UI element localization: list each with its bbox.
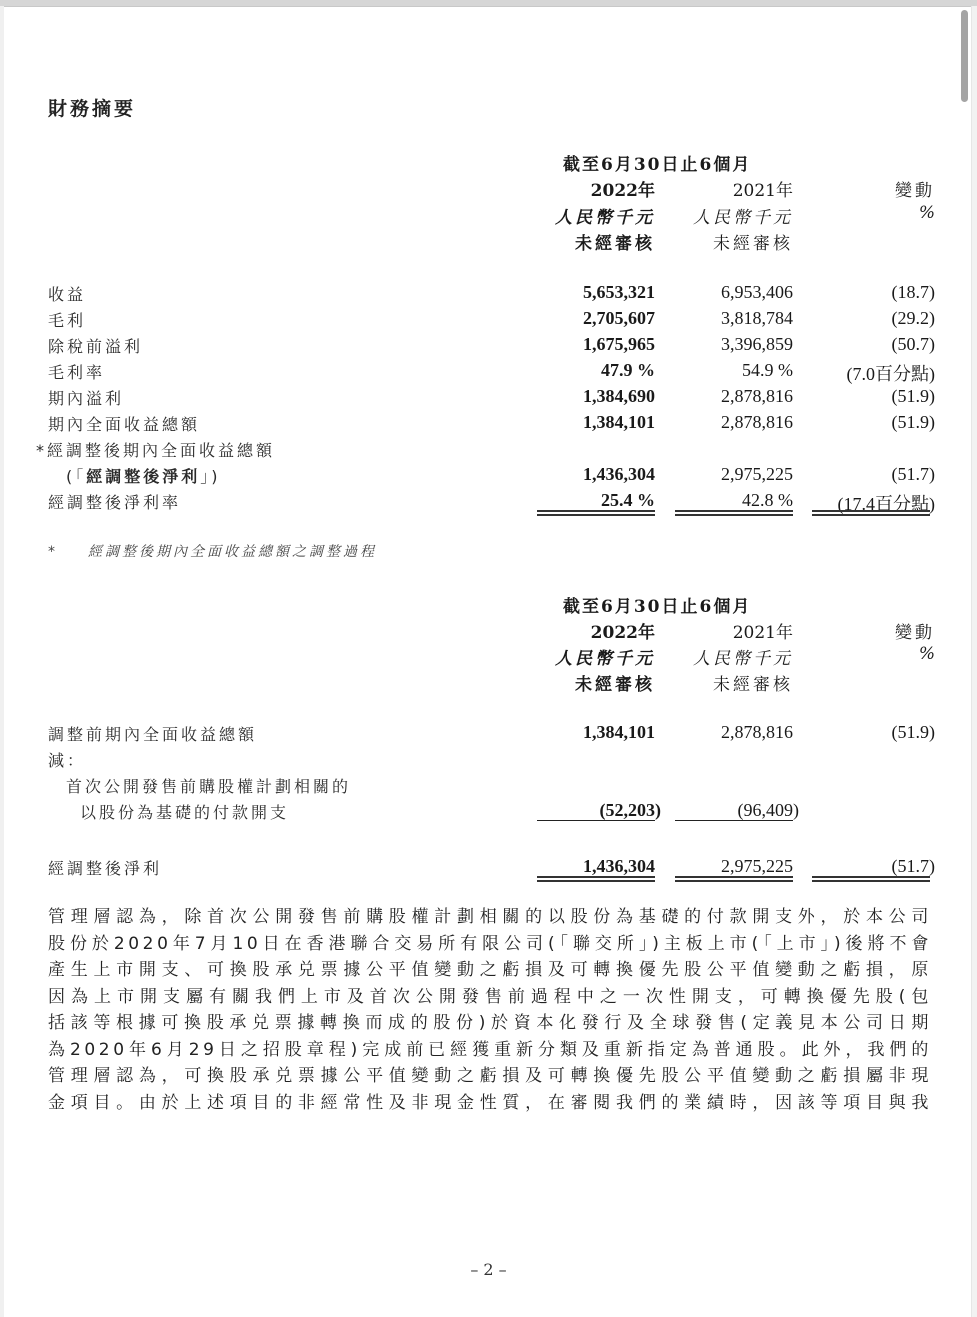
row-label-close-quote: 」) xyxy=(200,467,221,486)
footnote-text: 經調整後期內全面收益總額之調整過程 xyxy=(88,544,377,560)
value-2021: 6,953,406 xyxy=(721,282,793,302)
col-2021-unit: 人民幣千元 xyxy=(693,208,793,228)
col-2022-unit: 人民幣千元 xyxy=(555,649,655,669)
value-2021: 3,396,859 xyxy=(721,334,793,354)
single-underline xyxy=(675,820,793,821)
row-label: 收益 xyxy=(48,285,87,304)
col-2021-audit: 未經審核 xyxy=(713,675,793,695)
table-row xyxy=(0,722,977,748)
value-2021: 42.8 % xyxy=(742,490,793,510)
paragraph-line: 管理層認為，除首次公開發售前購股權計劃相關的以股份為基礎的付款開支外，於本公司 xyxy=(48,907,932,927)
value-2022: 47.9 % xyxy=(601,360,655,380)
row-label: 期內全面收益總額 xyxy=(48,415,201,434)
value-change: (51.9) xyxy=(891,412,935,432)
window-left-edge xyxy=(0,6,4,1317)
window-top-border xyxy=(0,0,977,7)
value-change: (51.7) xyxy=(891,856,935,876)
value-2022: 1,436,304 xyxy=(583,856,655,876)
paragraph-line: 管理層認為，可換股承兑票據公平值變動之虧損及可轉換優先股公平值變動之虧損屬非現 xyxy=(48,1066,932,1086)
row-label: 期內溢利 xyxy=(48,389,125,408)
col-change-unit: % xyxy=(918,203,935,223)
value-2022: 25.4 % xyxy=(601,490,655,510)
table-row xyxy=(0,308,977,334)
col-2022-year: 2022年 xyxy=(590,623,655,643)
double-underline xyxy=(537,510,655,516)
value-2021: 2,878,816 xyxy=(721,412,793,432)
row-label: 減： xyxy=(48,751,87,770)
footnote-marker: * xyxy=(48,544,58,560)
scrollbar-track[interactable] xyxy=(971,6,977,1317)
table-row xyxy=(0,438,977,464)
table-row xyxy=(0,774,977,800)
double-underline xyxy=(812,876,930,882)
single-underline xyxy=(537,820,655,821)
table-row xyxy=(0,800,977,826)
col-2022-unit: 人民幣千元 xyxy=(555,208,655,228)
table-row xyxy=(0,412,977,438)
value-2022: 2,705,607 xyxy=(583,308,655,328)
double-underline xyxy=(537,876,655,882)
row-label: 調整前期內全面收益總額 xyxy=(48,725,258,744)
row-label: 經調整後淨利率 xyxy=(48,493,182,512)
col-change-title: 變動 xyxy=(895,623,935,643)
col-2021-unit: 人民幣千元 xyxy=(693,649,793,669)
page-title: 財務摘要 xyxy=(48,98,137,120)
table-row xyxy=(0,282,977,308)
value-2021: (96,409) xyxy=(737,800,799,820)
value-change: (50.7) xyxy=(891,334,935,354)
row-label: 毛利率 xyxy=(48,363,106,382)
row-label xyxy=(66,464,221,487)
table-row xyxy=(0,464,977,490)
double-underline xyxy=(812,510,930,516)
paragraph-line: 產生上市開支、可換股承兑票據公平值變動之虧損及可轉換優先股公平值變動之虧損，原 xyxy=(48,960,932,980)
value-2021: 3,818,784 xyxy=(721,308,793,328)
value-2022: 1,384,690 xyxy=(583,386,655,406)
paragraph-line: 為2020年6月29日之招股章程)完成前已經獲重新分類及重新指定為普通股。此外，我們的 xyxy=(48,1039,932,1060)
double-underline xyxy=(675,876,793,882)
col-2022-year: 2022年 xyxy=(590,181,655,201)
row-label: *經調整後期內全面收益總額 xyxy=(36,441,276,460)
row-label: 首次公開發售前購股權計劃相關的 xyxy=(66,777,352,796)
value-2021: 2,878,816 xyxy=(721,386,793,406)
row-label: 經調整後淨利 xyxy=(48,859,163,878)
row-label-bold: 經調整後淨利 xyxy=(86,467,201,486)
value-change: (51.9) xyxy=(891,722,935,742)
value-2021: 2,878,816 xyxy=(721,722,793,742)
value-change: (29.2) xyxy=(891,308,935,328)
paragraph-line: 因為上市開支屬有關我們上市及首次公開發售前過程中之一次性開支，可轉換優先股(包 xyxy=(48,986,932,1007)
table-row xyxy=(0,748,977,774)
value-2021: 54.9 % xyxy=(742,360,793,380)
row-label: 毛利 xyxy=(48,311,87,330)
double-underline xyxy=(675,510,793,516)
value-2022: (52,203) xyxy=(599,800,661,820)
paragraph-line: 股份於2020年7月10日在香港聯合交易所有限公司(「聯交所」)主板上市(「上市」)後將不會 xyxy=(48,933,932,954)
period-heading: 截至6月30日止6個月 xyxy=(563,155,752,175)
table-row xyxy=(0,386,977,412)
row-label: 除稅前溢利 xyxy=(48,337,144,356)
value-2022: 1,675,965 xyxy=(583,334,655,354)
value-change: (51.9) xyxy=(891,386,935,406)
col-2021-audit: 未經審核 xyxy=(713,234,793,254)
value-2021: 2,975,225 xyxy=(721,856,793,876)
col-change-title: 變動 xyxy=(895,181,935,201)
value-change: (51.7) xyxy=(891,464,935,484)
col-2021-year: 2021年 xyxy=(732,181,793,201)
value-2021: 2,975,225 xyxy=(721,464,793,484)
value-change: (18.7) xyxy=(891,282,935,302)
paragraph-line: 金項目。由於上述項目的非經常性及非現金性質，在審閱我們的業績時，因該等項目與我 xyxy=(48,1092,932,1113)
value-2022: 1,436,304 xyxy=(583,464,655,484)
col-2021-year: 2021年 xyxy=(732,623,793,643)
col-change-unit: % xyxy=(918,644,935,664)
value-change: (17.4百分點) xyxy=(837,494,935,514)
row-label-open-quote: (「 xyxy=(66,467,87,486)
scrollbar-thumb[interactable] xyxy=(961,10,968,102)
paragraph-line: 括該等根據可換股承兑票據轉換而成的股份)於資本化發行及全球發售(定義見本公司日期 xyxy=(48,1013,932,1033)
col-2022-audit: 未經審核 xyxy=(575,234,655,254)
page-number: – 2 – xyxy=(470,1260,507,1279)
value-2022: 1,384,101 xyxy=(583,722,655,742)
table-row xyxy=(0,334,977,360)
row-label: 以股份為基礎的付款開支 xyxy=(80,803,290,822)
footnote xyxy=(48,541,377,561)
period-heading: 截至6月30日止6個月 xyxy=(563,597,752,617)
table-row xyxy=(0,360,977,386)
value-change: (7.0百分點) xyxy=(846,364,935,384)
value-2022: 5,653,321 xyxy=(583,282,655,302)
body-paragraph xyxy=(48,904,932,1116)
col-2022-audit: 未經審核 xyxy=(575,675,655,695)
value-2022: 1,384,101 xyxy=(583,412,655,432)
